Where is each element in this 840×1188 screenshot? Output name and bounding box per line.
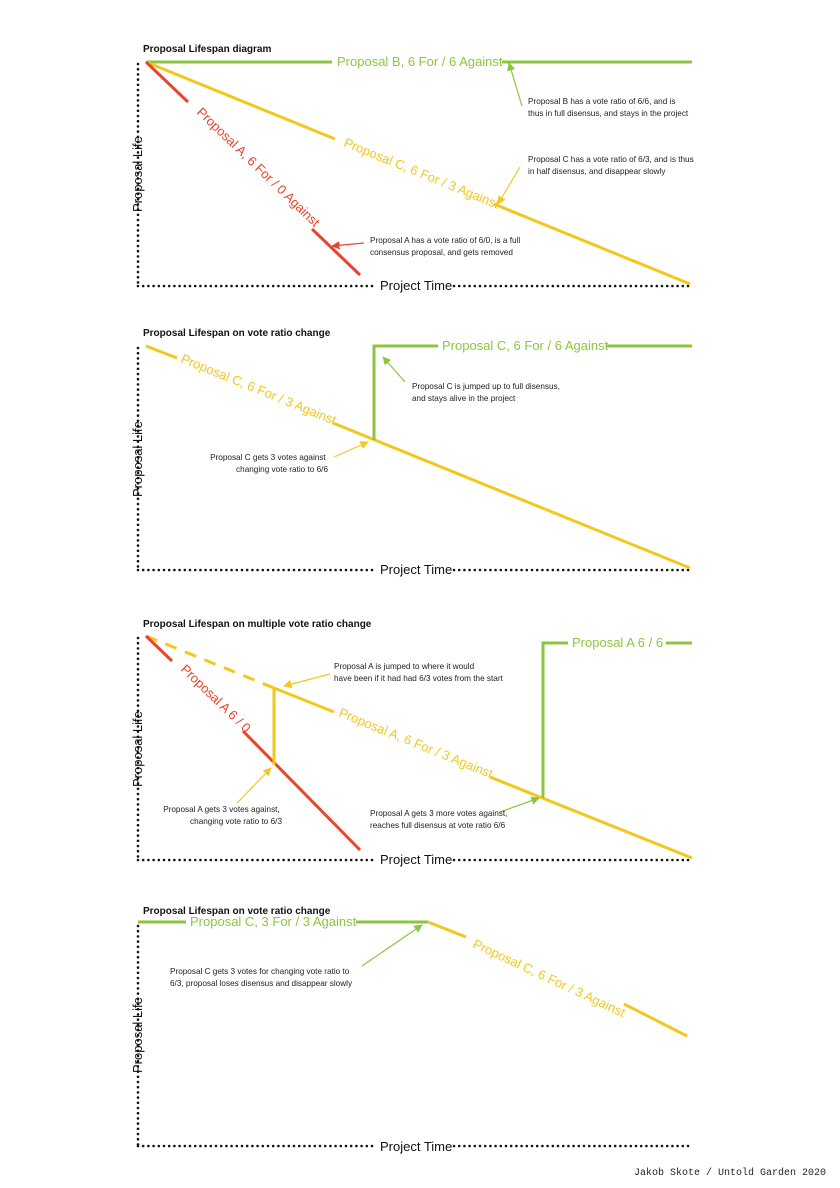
proposal-c-line (624, 1004, 687, 1036)
proposal-a-line (312, 229, 360, 275)
panel-4 (130, 906, 690, 1154)
note-proposal-a: Proposal A has a vote ratio of 6/0, is a full consensus proposal, and gets removed (370, 236, 521, 257)
callout-arrow (509, 63, 522, 106)
panel-2 (130, 328, 692, 577)
proposal-c-line (428, 922, 466, 937)
note-votes: Proposal C gets 3 votes against changing vote ratio to 6/6 (210, 453, 328, 474)
note-jumped: Proposal A is jumped to where it would have been if it had had 6/3 votes from the start (334, 662, 503, 683)
proposal-a-label: Proposal A, 6 For / 0 Against (193, 104, 323, 230)
proposal-a-label: Proposal A, 6 For / 3 Against (336, 704, 496, 782)
proposal-c-label: Proposal C, 6 For / 6 Against (442, 338, 609, 353)
panel-title: Proposal Lifespan on vote ratio change (143, 906, 331, 917)
panel-3 (130, 619, 692, 867)
x-axis-label: Project Time (380, 1139, 453, 1154)
panel-title: Proposal Lifespan diagram (143, 44, 272, 55)
proposal-c-jump-line (374, 346, 438, 440)
proposal-c-line (146, 62, 335, 139)
note-jump: Proposal C is jumped up to full disensus, and stays alive in the project (412, 382, 560, 403)
proposal-a-line (274, 688, 334, 712)
x-axis-label: Project Time (380, 562, 453, 577)
callout-arrow (332, 243, 364, 246)
x-axis-label: Project Time (380, 852, 453, 867)
proposal-c-line (146, 346, 177, 358)
y-axis-label: Proposal Life (130, 997, 145, 1073)
y-axis-label: Proposal Life (130, 136, 145, 212)
note-proposal-b: Proposal B has a vote ratio of 6/6, and is thus in full disensus, and stays in the project (528, 97, 689, 118)
proposal-a-line (243, 731, 360, 850)
proposal-a-line (146, 636, 172, 661)
panel-title: Proposal Lifespan on vote ratio change (143, 328, 331, 339)
proposal-a-line (490, 777, 692, 858)
proposal-c-label: Proposal C, 6 For / 3 Against (470, 936, 628, 1020)
proposal-c-line (494, 204, 690, 284)
panel-1 (130, 44, 696, 293)
y-axis-label: Proposal Life (130, 711, 145, 787)
proposal-c-label: Proposal C, 3 For / 3 Against (190, 914, 357, 929)
note-votes-3: Proposal A gets 3 votes against, changing vote ratio to 6/3 (163, 805, 282, 826)
proposal-a-hypothetical-line (146, 636, 274, 688)
x-axis-label: Project Time (380, 278, 453, 293)
callout-arrow (383, 357, 405, 382)
proposal-a-line (146, 62, 188, 102)
proposal-b-label: Proposal B, 6 For / 6 Against (337, 54, 503, 69)
y-axis-label: Proposal Life (130, 421, 145, 497)
credit: Jakob Skote / Untold Garden 2020 (633, 1168, 826, 1179)
proposal-a-jump-line (543, 643, 568, 798)
proposal-a-label: Proposal A 6 / 0 (177, 661, 254, 736)
callout-arrow (237, 768, 271, 803)
proposal-c-label: Proposal C, 6 For / 3 Against (341, 134, 502, 212)
note-votes: Proposal C gets 3 votes for changing vote ratio to 6/3, proposal loses disensus and disappear slowly (170, 967, 353, 988)
callout-arrow (498, 167, 520, 204)
proposal-c-line (333, 423, 690, 568)
callout-arrow (334, 442, 368, 457)
panel-title: Proposal Lifespan on multiple vote ratio change (143, 619, 372, 630)
proposal-c-label: Proposal C, 6 For / 3 Against (178, 350, 339, 428)
note-proposal-c: Proposal C has a vote ratio of 6/3, and is thus in half disensus, and disappear slowly (528, 155, 694, 176)
callout-arrow (284, 674, 330, 686)
callout-arrow (362, 925, 422, 966)
note-votes-6: Proposal A gets 3 more votes against, reaches full disensus at vote ratio 6/6 (370, 809, 508, 830)
proposal-a-label: Proposal A 6 / 6 (572, 635, 664, 650)
